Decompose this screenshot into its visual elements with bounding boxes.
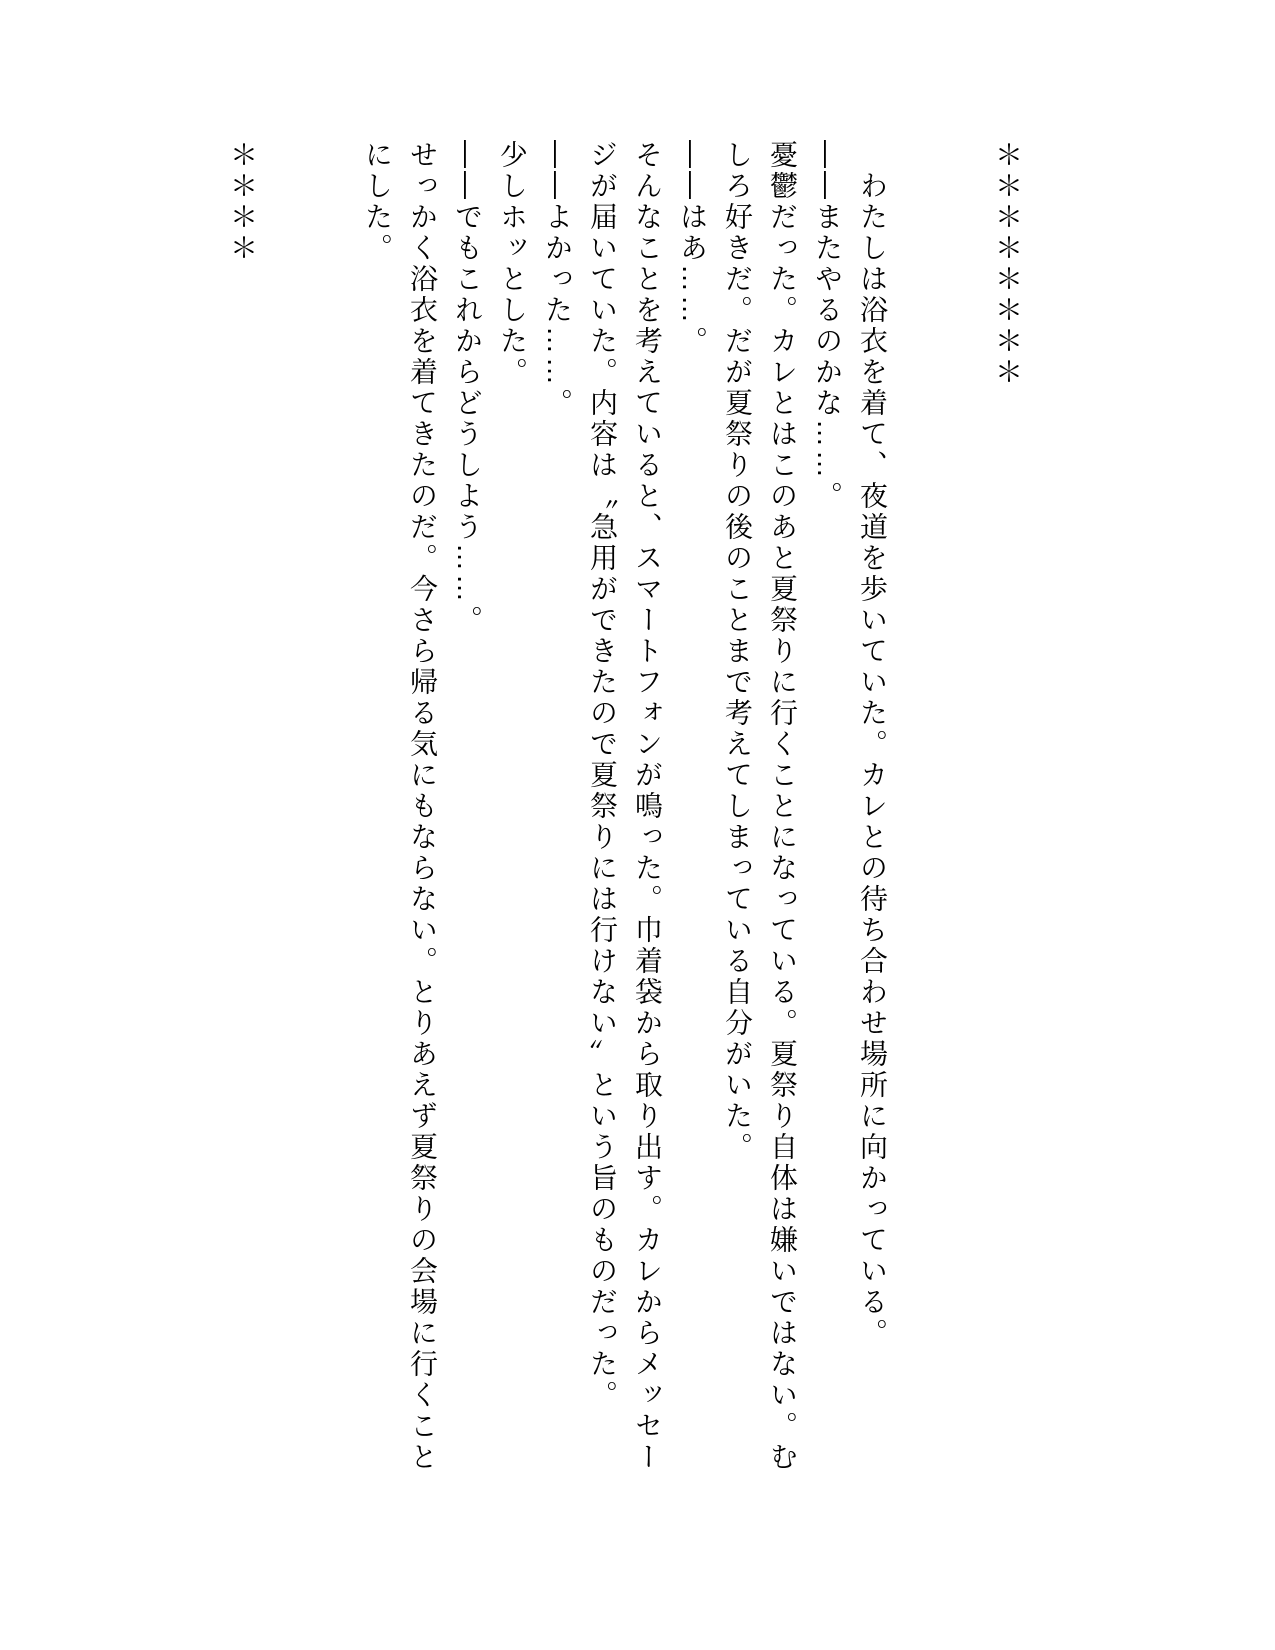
monologue-line: ――はあ……。 [677, 140, 708, 357]
monologue-line: ――よかった……。 [542, 140, 573, 419]
monologue-line: ――でもこれからどうしよう……。 [452, 140, 483, 636]
text-line: ジが届いていた。内容は〝急用ができたので夏祭りには行けない〟という旨のものだった。 [587, 140, 618, 1411]
text-line: せっかく浴衣を着てきたのだ。今さら帰る気にもならない。とりあえず夏祭りの会場に行くこと [407, 140, 438, 1473]
monologue-line: ――またやるのかな……。 [812, 140, 843, 512]
text-line: 少しホッとした。 [497, 140, 528, 388]
text-line: 憂鬱だった。カレとはこのあと夏祭りに行くことになっている。夏祭り自体は嫌いではない。む [767, 140, 798, 1473]
text-line: しろ好きだ。だが夏祭りの後のことまで考えてしまっている自分がいた。 [722, 140, 753, 1163]
text-line: にした。 [362, 140, 393, 264]
blank-line [310, 140, 355, 1540]
separator-line-bottom: ＊＊＊＊ [227, 140, 258, 264]
blank-line [265, 140, 310, 1540]
vertical-text-block [220, 140, 1030, 1540]
text-line: わたしは浴衣を着て、夜道を歩いていた。カレとの待ち合わせ場所に向かっている。 [857, 140, 888, 1349]
blank-line [895, 140, 940, 1540]
separator-line-top: ＊＊＊＊＊＊＊＊ [992, 140, 1023, 388]
text-line: そんなことを考えていると、スマートフォンが鳴った。巾着袋から取り出す。カレからメッセー [632, 140, 663, 1473]
blank-line [940, 140, 985, 1540]
